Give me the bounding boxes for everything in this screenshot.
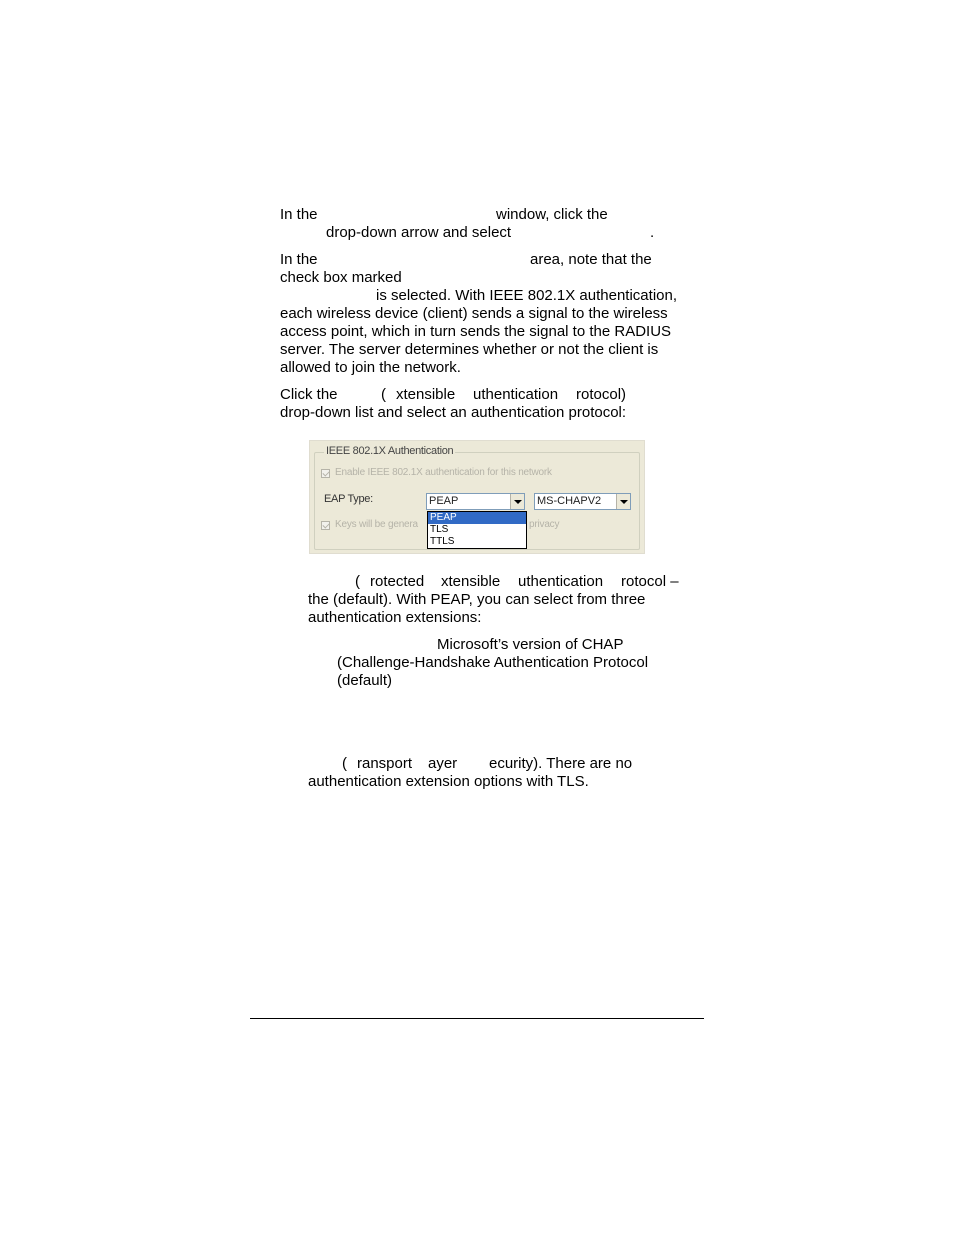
peap-text: xtensible: [441, 573, 501, 590]
chevron-down-icon[interactable]: [510, 494, 524, 509]
step3-text: (: [381, 386, 386, 403]
peap-text: (: [355, 573, 360, 590]
step1-text: .: [650, 224, 655, 241]
keys-generated-label: Keys will be genera: [335, 519, 418, 530]
step2-text: area, note that the: [530, 251, 652, 268]
step2-text: is selected. With IEEE 802.1X authentication,: [376, 287, 678, 304]
group-title: IEEE 802.1X Authentication: [326, 445, 454, 457]
step3-text: Click the: [280, 386, 338, 403]
tls-text: ayer: [428, 755, 458, 772]
step2-text: In the: [280, 251, 318, 268]
tls-text: authentication extension options with TLS.: [308, 773, 589, 790]
inner-auth-select[interactable]: [534, 493, 631, 510]
eap-type-label: EAP Type:: [324, 493, 373, 505]
eap-option-peap[interactable]: PEAP: [428, 512, 526, 524]
step1-text: window, click the: [496, 206, 608, 223]
step3-text: drop-down list and select an authentication protocol:: [280, 404, 627, 421]
keys-generated-checkbox[interactable]: [321, 521, 330, 530]
enable-8021x-label: Enable IEEE 802.1X authentication for this network: [335, 467, 552, 478]
eap-type-select[interactable]: [426, 493, 525, 510]
eap-type-dropdown-list[interactable]: [427, 511, 527, 549]
peap-text: authentication extensions:: [308, 609, 482, 626]
enable-8021x-checkbox[interactable]: [321, 469, 330, 478]
keys-generated-label-end: privacy: [529, 519, 560, 530]
step3-text: uthentication: [473, 386, 559, 403]
step3-text: xtensible: [396, 386, 456, 403]
peap-extension-text: Microsoft’s version of CHAP: [437, 636, 624, 653]
step2-text: each wireless device (client) sends a signal to the wireless: [280, 305, 668, 322]
ieee-8021x-dialog: [309, 440, 645, 554]
step2-text: allowed to join the network.: [280, 359, 461, 376]
inner-auth-value: MS-CHAPV2: [537, 495, 602, 507]
peap-extension-text: (default): [337, 672, 393, 689]
eap-type-value: PEAP: [429, 495, 459, 507]
step1-text: In the: [280, 206, 318, 223]
tls-text: (: [342, 755, 347, 772]
footer-rule: [250, 1018, 704, 1019]
step2-text: access point, which in turn sends the signal to the RADIUS: [280, 323, 672, 340]
tls-text: ecurity). There are no: [489, 755, 633, 772]
step3-text: rotocol): [576, 386, 627, 403]
step2-text: server. The server determines whether or not the client is: [280, 341, 659, 358]
step2-text: check box marked: [280, 269, 402, 286]
step1-text: drop-down arrow and select: [326, 224, 512, 241]
peap-text: rotected: [370, 573, 425, 590]
peap-text: uthentication: [518, 573, 604, 590]
tls-text: ransport: [357, 755, 413, 772]
peap-extension-text: (Challenge-Handshake Authentication Protocol: [337, 654, 649, 671]
peap-text: the (default). With PEAP, you can select from three: [308, 591, 646, 608]
peap-text: rotocol –: [621, 573, 679, 590]
eap-option-ttls[interactable]: TTLS: [430, 536, 455, 547]
eap-option-tls[interactable]: TLS: [430, 524, 449, 535]
chevron-down-icon[interactable]: [616, 494, 630, 509]
